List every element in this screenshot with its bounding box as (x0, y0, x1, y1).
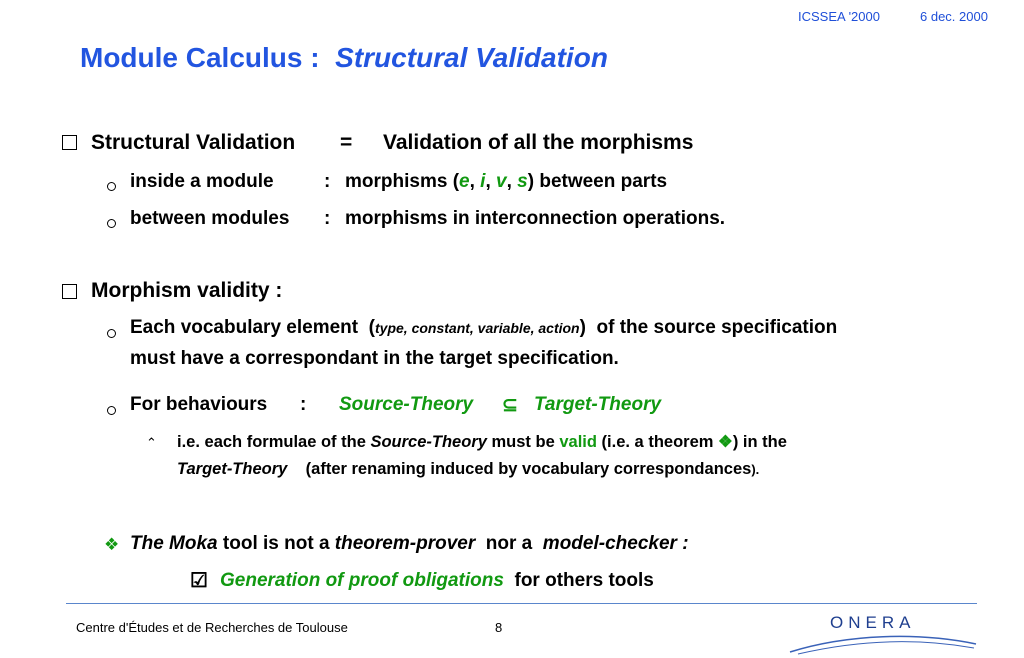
onera-swoosh-icon (788, 630, 978, 656)
slide-title (80, 42, 608, 74)
checkbox-bullet-icon (62, 135, 77, 155)
footer-divider (66, 603, 977, 604)
diamond-bullet-icon: ❖ (104, 535, 120, 554)
checkmark-box-icon: ☑ (190, 570, 208, 592)
conference-label: ICSSEA '2000 (798, 9, 880, 24)
target-theory: Target-Theory (534, 394, 662, 415)
morphism-validity-label: Morphism validity : (91, 279, 283, 302)
bullet-structural-eq: = (340, 131, 353, 154)
inside-module-text: morphisms (e, i, v, s) between parts (345, 171, 668, 192)
vocab-element-line1: Each vocabulary element (type, constant, variable, action) of the source specification (130, 317, 838, 338)
chevron-up-icon: ⌃ (146, 435, 157, 450)
ring-bullet-icon (107, 402, 116, 420)
for-behaviours-colon: : (300, 394, 307, 415)
onera-logo: ONERA (830, 613, 916, 632)
title-main: Module Calculus : (80, 42, 320, 73)
vocab-element-line2: must have a correspondant in the target specification. (130, 348, 619, 369)
footer-institution: Centre d'Études et de Recherches de Toulouse (76, 620, 348, 635)
between-modules-label: between modules (130, 208, 290, 229)
bullet-structural-label: Structural Validation (91, 131, 296, 154)
between-modules-colon: : (324, 208, 331, 229)
date-label: 6 dec. 2000 (920, 9, 988, 24)
page-number: 8 (495, 620, 503, 635)
inside-module-label: inside a module (130, 171, 274, 192)
between-modules-text: morphisms in interconnection operations. (345, 208, 726, 229)
inside-module-colon: : (324, 171, 331, 192)
for-behaviours-label: For behaviours (130, 394, 268, 415)
ring-bullet-icon (107, 178, 116, 196)
moka-line: The Moka tool is not a theorem-prover nor a model-checker : (130, 533, 689, 554)
ring-bullet-icon (107, 215, 116, 233)
ring-bullet-icon (107, 325, 116, 343)
title-italic: Structural Validation (335, 42, 608, 73)
subset-symbol: ⊆ (502, 395, 518, 416)
source-theory: Source-Theory (339, 394, 474, 415)
generation-line: Generation of proof obligations for others tools (220, 570, 654, 591)
note-line2: Target-Theory (after renaming induced by vocabulary correspondances). (177, 460, 760, 478)
bullet-structural-text: Validation of all the morphisms (383, 131, 694, 154)
diamond-icon: ❖ (718, 433, 733, 451)
note-line1: i.e. each formulae of the Source-Theory must be valid (i.e. a theorem ❖) in the (177, 433, 787, 451)
checkbox-bullet-icon (62, 284, 77, 304)
